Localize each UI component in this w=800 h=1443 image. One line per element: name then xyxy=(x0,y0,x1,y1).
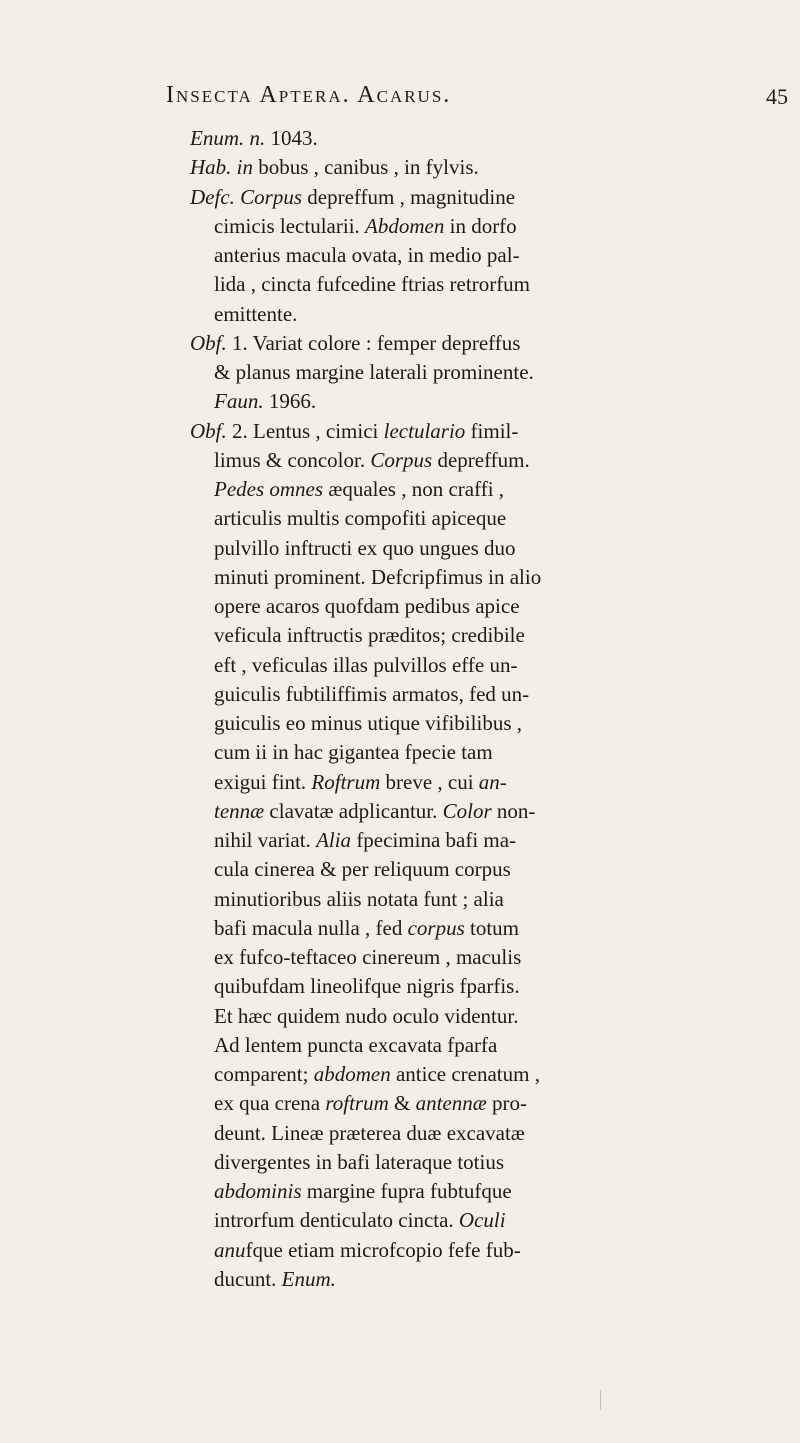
text-run: lida , cincta fufcedine ftrias retrorfum xyxy=(214,272,531,297)
italic-term: Corpus xyxy=(370,447,433,472)
text-line xyxy=(190,124,782,153)
text-run: ex qua crena xyxy=(214,1091,326,1116)
text-line xyxy=(190,563,782,592)
italic-term: anu xyxy=(214,1237,246,1262)
text-line xyxy=(190,534,782,563)
text-run: exigui fint. xyxy=(214,769,312,794)
text-line xyxy=(190,972,782,1001)
text-run: guiculis eo minus utique vifibilibus , xyxy=(214,711,522,735)
italic-term: Oculi xyxy=(458,1208,506,1233)
page-header xyxy=(166,82,788,122)
text-run: 1043. xyxy=(265,126,318,150)
text-line xyxy=(190,592,782,621)
text-line xyxy=(190,1031,782,1060)
text-run: fpecimina bafi ma- xyxy=(351,828,517,852)
text-line xyxy=(190,183,782,212)
text-run: minuti prominent. Defcripfimus in alio xyxy=(214,564,542,589)
text-line xyxy=(190,738,782,767)
text-line xyxy=(190,1119,782,1148)
text-run: opere acaros quofdam pedibus apice xyxy=(214,594,520,618)
text-run: bafi macula nulla , fed xyxy=(214,915,408,940)
italic-term: abdomen xyxy=(313,1062,391,1086)
text-run: æquales , non craffi , xyxy=(323,477,505,501)
text-line xyxy=(190,1206,782,1235)
italic-term: abdominis xyxy=(214,1179,302,1203)
text-run: guiculis fubtiliffimis armatos, fed un- xyxy=(214,681,530,706)
text-line xyxy=(190,885,782,914)
text-run: & xyxy=(388,1091,416,1116)
italic-term: Defc. Corpus xyxy=(190,184,302,209)
text-line xyxy=(190,680,782,709)
paper-mark xyxy=(600,1390,607,1410)
text-run: articulis multis compofiti apiceque xyxy=(214,506,507,531)
italic-term: Roftrum xyxy=(311,769,381,794)
text-run: fimil- xyxy=(465,418,519,443)
text-run: deunt. Lineæ præterea duæ excavatæ xyxy=(214,1120,525,1145)
text-line xyxy=(190,153,782,182)
text-run: 1. Variat colore : femper depreffus xyxy=(226,330,521,355)
text-run: antice crenatum , xyxy=(390,1062,540,1086)
text-line xyxy=(190,1177,782,1206)
text-run: & planus margine laterali prominente. xyxy=(214,360,534,384)
text-run: quibufdam lineolifque nigris fparfis. xyxy=(214,974,520,999)
text-line xyxy=(190,1148,782,1177)
text-line xyxy=(190,504,782,533)
text-run: cimicis lectularii. xyxy=(214,213,366,238)
italic-term: Faun. xyxy=(214,389,264,414)
text-run: depreffum. xyxy=(432,447,530,472)
text-run: breve , cui xyxy=(380,769,479,794)
text-line xyxy=(190,621,782,650)
italic-term: Obf. xyxy=(190,330,227,355)
text-line xyxy=(190,826,782,855)
text-run: cula cinerea & per reliquum corpus xyxy=(214,857,511,882)
text-line xyxy=(190,1089,782,1118)
text-run: ducunt. xyxy=(214,1266,282,1291)
text-run: bobus , canibus , in fylvis. xyxy=(253,155,479,180)
text-run: depreffum , magnitudine xyxy=(302,184,516,209)
text-run: divergentes in bafi lateraque totius xyxy=(214,1149,505,1174)
italic-term: roftrum xyxy=(325,1091,389,1116)
text-run: non- xyxy=(491,798,536,823)
text-line xyxy=(190,709,782,738)
text-run: veficula inftructis præditos; credibile xyxy=(214,623,525,648)
text-run: introrfum denticulato cincta. xyxy=(214,1208,459,1233)
italic-term: tennæ xyxy=(214,798,265,823)
text-run: fque etiam microfcopio fefe fub- xyxy=(245,1237,521,1262)
italic-term: corpus xyxy=(407,915,465,940)
text-line xyxy=(190,855,782,884)
text-line xyxy=(190,358,782,387)
text-run: comparent; xyxy=(214,1062,314,1086)
text-line xyxy=(190,329,782,358)
text-run: Ad lentem puncta excavata fparfa xyxy=(214,1032,498,1057)
running-title: Insecta Aptera. Acarus. xyxy=(166,82,452,108)
italic-term: Hab. in xyxy=(190,155,253,180)
text-run: anterius macula ovata, in medio pal- xyxy=(214,243,520,267)
italic-term: Pedes omnes xyxy=(214,477,324,501)
text-run: cum ii in hac gigantea fpecie tam xyxy=(214,740,493,765)
italic-term: Abdomen xyxy=(365,213,445,238)
text-line xyxy=(190,1002,782,1031)
text-line xyxy=(190,446,782,475)
text-run: margine fupra fubtufque xyxy=(301,1179,512,1203)
text-line xyxy=(190,270,782,299)
italic-term: antennæ xyxy=(415,1091,487,1116)
italic-term: an- xyxy=(478,769,507,794)
text-run: ex fufco-teftaceo cinereum , maculis xyxy=(214,945,522,969)
text-line xyxy=(190,212,782,241)
text-run: limus & concolor. xyxy=(214,447,371,472)
text-line xyxy=(190,943,782,972)
italic-term: Enum. n. xyxy=(190,126,266,150)
italic-term: Obf. xyxy=(190,418,227,443)
body-text xyxy=(190,124,782,1294)
text-line xyxy=(190,651,782,680)
text-run: pulvillo inftructi ex quo ungues duo xyxy=(214,535,516,560)
text-run: pro- xyxy=(486,1091,528,1116)
text-line xyxy=(190,475,782,504)
text-run: minutioribus aliis notata funt ; alia xyxy=(214,886,504,911)
text-line xyxy=(190,1060,782,1089)
italic-term: Alia xyxy=(316,828,352,852)
text-line xyxy=(190,914,782,943)
italic-term: Color xyxy=(442,798,492,823)
text-run: 1966. xyxy=(263,389,317,414)
text-line xyxy=(190,797,782,826)
page-number: 45 xyxy=(766,84,788,109)
text-run: eft , veficulas illas pulvillos effe un- xyxy=(214,652,518,677)
italic-term: Enum. xyxy=(281,1266,336,1291)
text-run: totum xyxy=(464,915,520,940)
text-line xyxy=(190,1236,782,1265)
text-line xyxy=(190,241,782,270)
text-line xyxy=(190,417,782,446)
text-run: clavatæ adplicantur. xyxy=(264,798,443,823)
text-line xyxy=(190,300,782,329)
text-run: in dorfo xyxy=(444,213,517,238)
text-run: Et hæc quidem nudo oculo videntur. xyxy=(214,1003,519,1028)
text-run: nihil variat. xyxy=(214,828,317,852)
text-run: 2. Lentus , cimici xyxy=(226,418,384,443)
text-run: emittente. xyxy=(214,301,298,326)
text-line xyxy=(190,387,782,416)
text-line xyxy=(190,1265,782,1294)
italic-term: lectulario xyxy=(383,418,466,443)
text-line xyxy=(190,768,782,797)
